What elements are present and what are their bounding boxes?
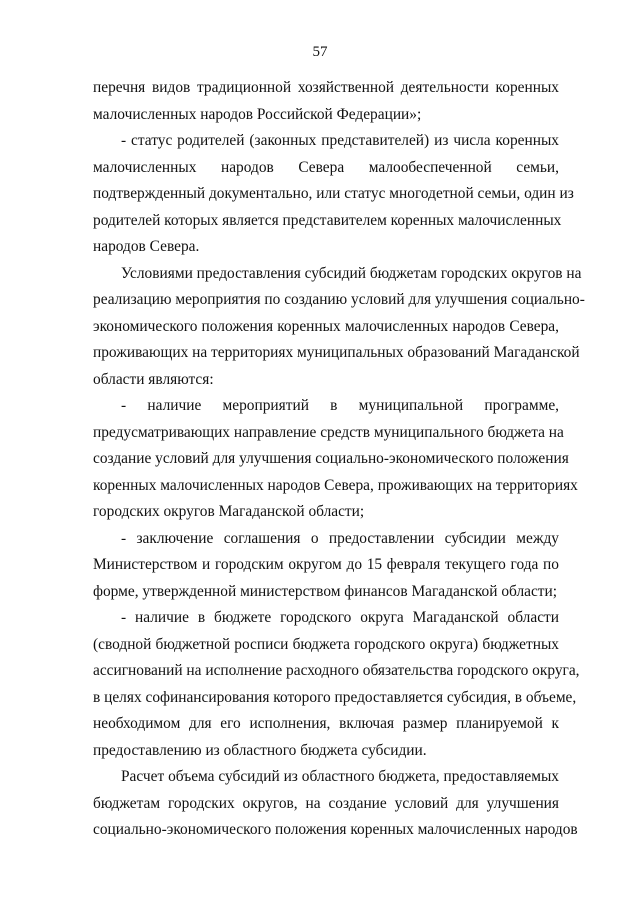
text-line: - наличие мероприятий в муниципальной программе, — [121, 397, 559, 414]
paragraph — [93, 75, 559, 128]
text-line: родителей которых является представителем коренных малочисленных — [93, 211, 562, 229]
text-line: малочисленных народов Российской Федерации»; — [93, 105, 422, 123]
text-line: предоставлению из областного бюджета субсидии. — [93, 741, 427, 759]
text-line: ассигнований на исполнение расходного обязательства городского округа, — [93, 662, 580, 679]
paragraph — [93, 764, 578, 844]
document-body — [93, 75, 585, 844]
text-line: необходимом для его исполнения, включая размер планируемой к — [93, 715, 559, 732]
text-line: социально-экономического положения коренных малочисленных народов — [93, 821, 578, 838]
text-line: - заключение соглашения о предоставлении субсидии между — [121, 529, 559, 547]
text-line: - наличие в бюджете городского округа Магаданской области — [121, 609, 559, 626]
text-line: малочисленных народов Севера малообеспеченной семьи, — [93, 158, 559, 176]
paragraph — [93, 393, 578, 526]
text-line: подтвержденный документально, или статус многодетной семьи, один из — [93, 185, 574, 202]
paragraph — [93, 261, 585, 394]
text-line: форме, утвержденной министерством финансов Магаданской области; — [93, 582, 558, 600]
text-line: перечня видов традиционной хозяйственной деятельности коренных — [93, 79, 559, 96]
text-line: городских округов Магаданской области; — [93, 503, 365, 520]
text-line: - статус родителей (законных представителей) из числа коренных — [121, 132, 559, 149]
text-line: Условиями предоставления субсидий бюджетам городских округов на — [121, 264, 582, 282]
paragraph — [93, 128, 574, 261]
text-line: Расчет объема субсидий из областного бюджета, предоставляемых — [121, 768, 559, 785]
text-line: в целях софинансирования которого предоставляется субсидия, в объеме, — [93, 688, 577, 706]
text-line: проживающих на территориях муниципальных образований Магаданской — [93, 344, 580, 361]
text-line: области являются: — [93, 370, 214, 388]
text-line: бюджетам городских округов, на создание условий для улучшения — [93, 794, 559, 812]
text-line: создание условий для улучшения социально-экономического положения — [93, 450, 569, 467]
paragraph — [93, 526, 559, 606]
text-line: народов Севера. — [93, 238, 200, 255]
page-number: 57 — [312, 44, 328, 60]
text-line: реализацию мероприятия по созданию условий для улучшения социально- — [93, 291, 585, 308]
text-line: Министерством и городским округом до 15 февраля текущего года по — [93, 556, 559, 573]
text-line: коренных малочисленных народов Севера, проживающих на территориях — [93, 476, 578, 494]
text-line: предусматривающих направление средств муниципального бюджета на — [93, 423, 564, 441]
paragraph — [93, 605, 580, 764]
text-line: (сводной бюджетной росписи бюджета городского округа) бюджетных — [93, 635, 559, 653]
text-line: экономического положения коренных малочисленных народов Севера, — [93, 317, 559, 335]
